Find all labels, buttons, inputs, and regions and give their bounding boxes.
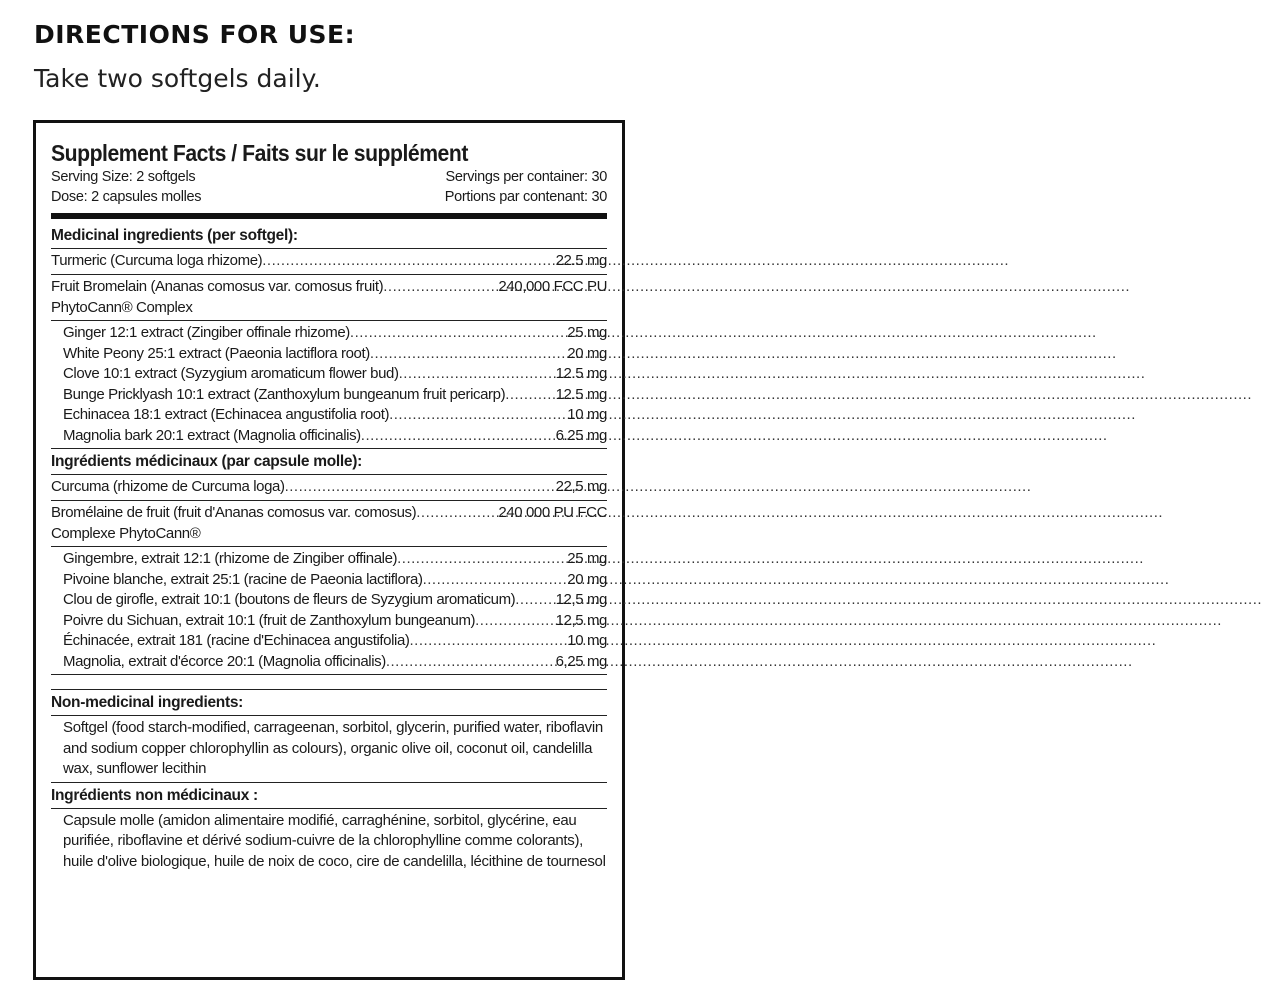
ingredient-row — [51, 405, 607, 426]
ingredient-amount: 12,5 mg — [555, 591, 607, 608]
directions-title: DIRECTIONS FOR USE: — [34, 20, 356, 49]
leader-dots — [505, 385, 553, 406]
thin-divider — [51, 500, 607, 501]
ingredient-name: Turmeric (Curcuma loga rhizome) — [51, 252, 263, 269]
nonmedicinal-fr-text: Capsule molle (amidon alimentaire modifié, carraghénine, sorbitol, glycérine, eau purifiée, riboflavine et dérivé sodium-cuivre de la chlorophylline comme colorants), huile d'olive biologique, huile de noix de coco, cire de candelilla, lécithine de tournesol — [63, 811, 606, 870]
leader-dots — [423, 570, 566, 591]
leader-dots — [262, 251, 553, 272]
leader-dots — [350, 323, 565, 344]
ingredient-row — [51, 611, 607, 632]
supplement-facts-panel — [33, 120, 625, 980]
thin-divider — [51, 248, 607, 249]
ingredient-name: Poivre du Sichuan, extrait 10:1 (fruit de Zanthoxylum bungeanum) — [63, 611, 476, 629]
ingredient-name: Pivoine blanche, extrait 25:1 (racine de Paeonia lactiflora) — [63, 570, 423, 588]
ingredient-row — [51, 631, 607, 652]
leader-dots — [389, 405, 565, 426]
ingredient-row — [51, 277, 607, 298]
ingredient-name: Échinacée, extrait 181 (racine d'Echinacea angustifolia) — [63, 632, 410, 649]
ingredient-amount: 25 mg — [567, 550, 607, 567]
servings-per-container: Servings per container: 30 — [445, 169, 607, 185]
ingredient-amount: 12,5 mg — [555, 611, 607, 629]
ingredient-amount: 6,25 mg — [555, 652, 607, 670]
thin-divider — [51, 689, 607, 690]
ingredient-name: Curcuma (rhizome de Curcuma loga) — [51, 478, 285, 495]
ingredient-amount: 12.5 mg — [555, 365, 607, 382]
thin-divider — [51, 474, 607, 475]
ingredient-row — [51, 570, 607, 591]
medicinal-fr-heading: Ingrédients médicinaux (par capsule molle): — [51, 453, 362, 470]
ingredient-amount: 20 mg — [567, 344, 607, 362]
ingredient-amount: 240,000 FCC PU — [498, 277, 607, 295]
ingredient-row — [51, 385, 607, 406]
ingredient-amount: 12.5 mg — [555, 385, 607, 403]
directions-text: Take two softgels daily. — [34, 64, 321, 93]
dose: Dose: 2 capsules molles — [51, 189, 202, 205]
leader-dots — [285, 477, 554, 498]
thin-divider — [51, 448, 607, 449]
ingredient-row — [51, 503, 607, 524]
ingredient-amount: 240 000 PU FCC — [498, 503, 607, 521]
ingredient-row — [51, 549, 607, 570]
ingredient-row — [51, 323, 607, 344]
dose-row — [51, 187, 607, 207]
ingredient-name: Magnolia bark 20:1 extract (Magnolia officinalis) — [63, 426, 361, 444]
ingredient-row — [51, 251, 607, 272]
ingredient-amount: 22.5 mg — [555, 252, 607, 269]
ingredient-row — [51, 364, 607, 385]
leader-dots — [370, 344, 565, 365]
ingredient-name: Gingembre, extrait 12:1 (rhizome de Zingiber offinale) — [63, 550, 398, 567]
medicinal-en-heading: Medicinal ingredients (per softgel): — [51, 227, 298, 244]
serving-row — [51, 167, 607, 187]
ingredient-amount: 20 mg — [567, 570, 607, 588]
complex-label: Complexe PhytoCann® — [51, 525, 201, 542]
ingredient-name: Clove 10:1 extract (Syzygium aromaticum flower bud) — [63, 365, 399, 382]
ingredient-amount: 25 mg — [567, 324, 607, 341]
ingredient-row — [51, 344, 607, 365]
leader-dots — [361, 426, 554, 447]
thin-divider — [51, 674, 607, 675]
thin-divider — [51, 320, 607, 321]
leader-dots — [399, 364, 554, 385]
complex-label: PhytoCann® Complex — [51, 299, 193, 316]
facts-title: Supplement Facts / Faits sur le supplément — [51, 140, 468, 166]
leader-dots — [397, 549, 565, 570]
thin-divider — [51, 782, 607, 783]
portions: Portions par contenant: 30 — [444, 189, 607, 205]
thin-divider — [51, 808, 607, 809]
ingredient-name: Echinacea 18:1 extract (Echinacea angustifolia root) — [63, 406, 390, 423]
thick-divider — [51, 213, 607, 219]
ingredient-row — [51, 652, 607, 673]
ingredient-name: Clou de girofle, extrait 10:1 (boutons de fleurs de Syzygium aromaticum) — [63, 591, 516, 608]
nonmedicinal-en-heading: Non-medicinal ingredients: — [51, 694, 243, 711]
nonmedicinal-en-text: Softgel (food starch-modified, carrageenan, sorbitol, glycerin, purified water, riboflavin and sodium copper chlorophyllin as colours), organic olive oil, coconut oil, candelilla wax, sunflower lecithin — [63, 719, 603, 777]
ingredient-name: Fruit Bromelain (Ananas comosus var. comosus fruit) — [51, 277, 384, 295]
ingredient-name: Ginger 12:1 extract (Zingiber offinale rhizome) — [63, 324, 350, 341]
ingredient-name: Bunge Pricklyash 10:1 extract (Zanthoxylum bungeanum fruit pericarp) — [63, 385, 506, 403]
thin-divider — [51, 715, 607, 716]
ingredient-amount: 22,5 mg — [555, 478, 607, 495]
leader-dots — [386, 652, 554, 673]
ingredient-name: White Peony 25:1 extract (Paeonia lactiflora root) — [63, 344, 370, 362]
thin-divider — [51, 546, 607, 547]
nonmedicinal-fr-heading: Ingrédients non médicinaux : — [51, 786, 258, 804]
ingredient-name: Bromélaine de fruit (fruit d'Ananas comosus var. comosus) — [51, 503, 417, 521]
supplement-facts-content — [51, 138, 607, 872]
ingredient-name: Magnolia, extrait d'écorce 20:1 (Magnolia officinalis) — [63, 652, 386, 670]
ingredient-amount: 10 mg — [567, 632, 607, 649]
serving-size: Serving Size: 2 softgels — [51, 169, 196, 185]
thin-divider — [51, 274, 607, 275]
leader-dots — [410, 631, 566, 652]
ingredient-row — [51, 477, 607, 498]
leader-dots — [515, 590, 553, 611]
leader-dots — [416, 503, 496, 524]
leader-dots — [383, 277, 496, 298]
ingredient-amount: 6.25 mg — [555, 426, 607, 444]
ingredient-row — [51, 426, 607, 447]
ingredient-row — [51, 590, 607, 611]
leader-dots — [475, 611, 553, 632]
ingredient-amount: 10 mg — [567, 406, 607, 423]
